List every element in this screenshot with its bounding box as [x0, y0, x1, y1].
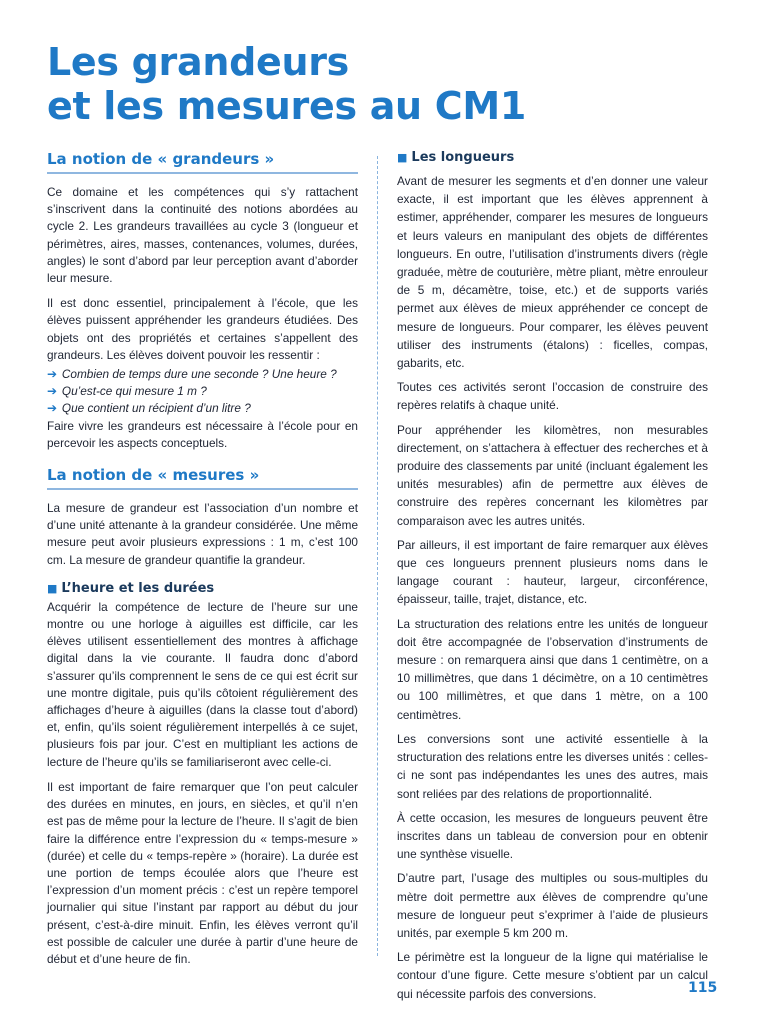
- left-column: [47, 150, 358, 976]
- page-title: [47, 40, 526, 128]
- square-bullet-icon: ■: [47, 581, 58, 595]
- arrow-right-icon: ➔: [47, 367, 57, 382]
- question-list: [47, 366, 358, 418]
- paragraph: Par ailleurs, il est important de faire remarquer aux élèves que ces longueurs prennent plusieurs noms dans le langage courant : hauteur, largeur, circonférence, épaisseur, taille, trajet, distance, etc.: [397, 537, 708, 607]
- paragraph: Les conversions sont une activité essentielle à la structuration des relations entre les diverses unités : celles-ci ne sont pas indépendantes les unes des autres, mais sont reliées par des relations de proportionnalité.: [397, 731, 708, 801]
- section-heading-grandeurs: La notion de « grandeurs »: [47, 150, 358, 174]
- paragraph: Il est donc essentiel, principalement à l’école, que les élèves puissent appréhender les grandeurs étudiées. Des objets ont des propriétés et certaines s’appellent des grandeurs. Les élèves doivent pouvoir les ressentir :: [47, 296, 358, 362]
- paragraph: Toutes ces activités seront l’occasion de construire des repères relatifs à chaque unité.: [397, 380, 708, 413]
- title-line-1: Les grandeurs: [47, 40, 349, 84]
- page-number: 115: [688, 980, 718, 996]
- paragraph: À cette occasion, les mesures de longueurs peuvent être inscrites dans un tableau de conversion pour en obtenir une synthèse visuelle.: [397, 810, 708, 862]
- title-line-2: et les mesures au CM1: [47, 84, 526, 128]
- paragraph: Il est important de faire remarquer que l’on peut calculer des durées en minutes, en jours, en siècles, et qu’il n’en est pas de même pour la lecture de l’heure. Il s’agit de bien faire la différence entre l’expression du « temps-mesure » (durée) et celle du « temps-repère » (horaire). La durée est une portion de temps écoulée alors que l’heure est l’expression d’un moment précis : c’est un repère temporel journalier qui situe l’instant par rapport au début du jour présent, c’est-à-dire minuit. Enfin, les élèves verront qu’il est possible de calculer une durée à partir d’une heure de début et d’une heure de fin.: [47, 779, 358, 966]
- paragraph: D’autre part, l’usage des multiples ou sous-multiples du mètre doit permettre aux élèves de comprendre qu’une mesure de longueur peut s’exprimer à l’aide de plusieurs unités, par exemple 5 km 200 m.: [397, 871, 708, 940]
- arrow-right-icon: ➔: [47, 401, 57, 416]
- arrow-right-icon: ➔: [47, 384, 57, 399]
- section-heading-mesures: La notion de « mesures »: [47, 466, 358, 490]
- paragraph: Avant de mesurer les segments et d’en donner une valeur exacte, il est important que les élèves apprennent à estimer, appréhender, comparer les mesures de longueurs et leurs valeurs en manipulant des objets de différentes longueurs. En outre, l’utilisation d’instruments divers (règle graduée, mètre de couturière, mètre pliant, mètre enrouleur de 5 m, décamètre, toise, etc.) et de supports variés permet aux élèves de mieux appréhender ce concept de mesure de longueurs. Pour comparer, les élèves peuvent utiliser des instruments (étalons) : ficelles, compas, gabarits, etc.: [397, 174, 708, 371]
- paragraph: La mesure de grandeur est l’association d’un nombre et d’une unité attenante à la grandeur considérée. Une même mesure peut avoir plusieurs expressions : 1 m, c’est 100 cm. La mesure de grandeur quantifie la grandeur.: [47, 501, 358, 567]
- column-divider: [377, 156, 378, 956]
- list-item: ➔ Que contient un récipient d’un litre ?: [47, 401, 251, 416]
- paragraph: Faire vivre les grandeurs est nécessaire à l’école pour en percevoir les aspects conceptuels.: [47, 418, 358, 450]
- paragraph: La structuration des relations entre les unités de longueur doit être accompagnée de l’observation d’instruments de mesure : on remarquera ainsi que dans 1 centimètre, on a 10 millimètres, que dans 1 décimètre, on a 10 centimètres ou 100 millimètres, et que dans 1 mètre, on a 100 centimètres.: [397, 616, 708, 722]
- subsection-heading-heure: ■ L’heure et les durées: [47, 580, 215, 596]
- right-column: [397, 150, 708, 1009]
- square-bullet-icon: ■: [397, 151, 408, 164]
- paragraph: Ce domaine et les compétences qui s’y rattachent s’inscrivent dans la continuité des notions abordées au cycle 2. Les grandeurs travaillées au cycle 3 (longueur et périmètres, aires, masses, contenances, volumes, durées, angles) le sont d’abord par leur perception avant d’aborder leur mesure.: [47, 185, 358, 286]
- paragraph: Le périmètre est la longueur de la ligne qui matérialise le contour d’une figure. Cette mesure s’obtient par un calcul qui nécessite parfois des conversions.: [397, 950, 708, 1001]
- subsection-heading-longueurs: ■ Les longueurs: [397, 150, 515, 165]
- list-item: ➔ Combien de temps dure une seconde ? Une heure ?: [47, 367, 337, 382]
- list-item: ➔ Qu’est-ce qui mesure 1 m ?: [47, 384, 207, 399]
- paragraph: Acquérir la compétence de lecture de l’heure sur une montre ou une horloge à aiguilles est difficile, car les élèves utilisent essentiellement des montres à affichage digital dans la vie courante. Il faudra donc d’abord s’assurer qu’ils comprennent le sens de ce qui est écrit sur une montre digitale, puis qu’ils côtoient régulièrement des affichages d’heure à aiguilles (dans la classe tout d’abord) et, enfin, qu’ils soient régulièrement interpellés à ce sujet, plusieurs fois par jour. C’est en multipliant les actions de lecture de l’heure qu’ils se familiariseront avec celle-ci.: [47, 599, 358, 769]
- paragraph: Pour appréhender les kilomètres, non mesurables directement, on s’attachera à effectuer des recherches et à produire des classements par unité (incluant également les unités mesurables) afin de permettre aux élèves de construire des repères concernant les kilomètres par comparaison avec les autres unités.: [397, 422, 708, 528]
